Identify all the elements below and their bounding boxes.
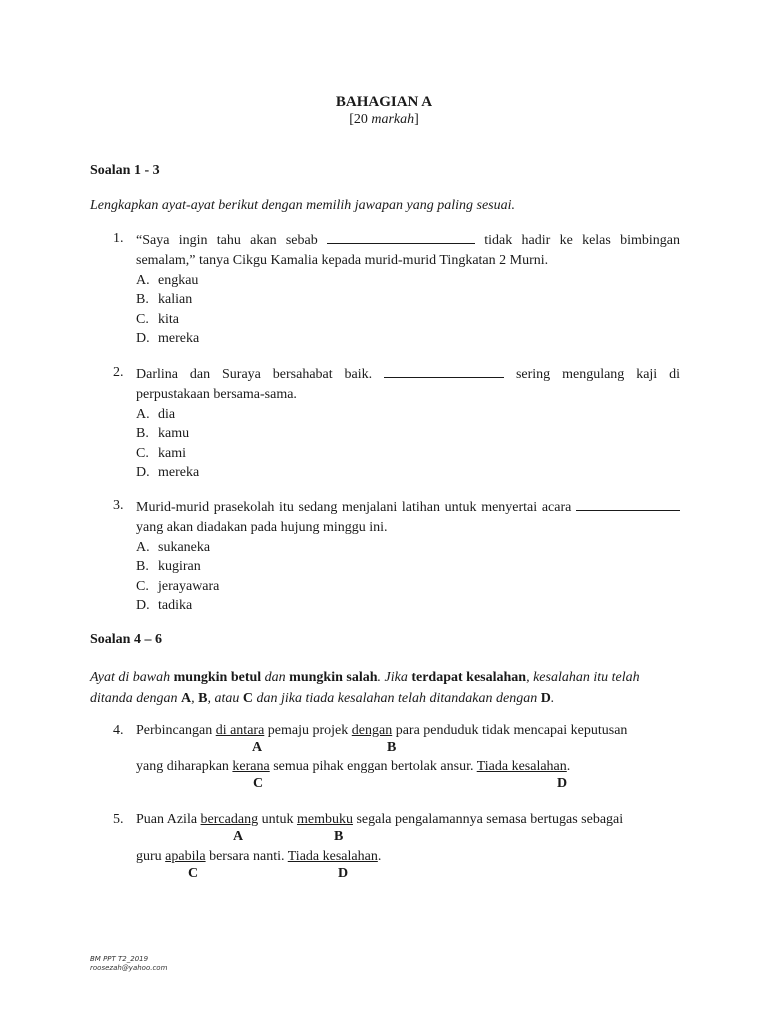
section-title: BAHAGIAN A xyxy=(335,94,433,110)
option-a: A. sukaneka xyxy=(136,540,211,555)
question-line-2: guru apabila bersara nanti. Tiada kesalahan. xyxy=(136,849,382,864)
option-d: D. mereka xyxy=(136,330,200,346)
underlined-segment-c: kerana xyxy=(232,759,270,774)
marks-prefix: [20 xyxy=(349,112,372,127)
question-text-after: sering mengulang kaji di perpustakaan bersama-sama. xyxy=(136,367,680,402)
question-3 xyxy=(90,498,680,615)
underlined-segment-a: di antara xyxy=(215,723,265,738)
option-c: C. kita xyxy=(136,311,179,327)
underlined-segment-d: Tiada kesalahan xyxy=(287,849,378,864)
question-2 xyxy=(90,365,680,482)
option-d: D. tadika xyxy=(136,597,193,613)
question-number: 1. xyxy=(113,231,124,246)
question-number: 2. xyxy=(113,365,124,380)
section2-heading: Soalan 4 – 6 xyxy=(90,632,162,647)
question-number: 4. xyxy=(113,723,124,738)
underlined-segment-b: dengan xyxy=(351,723,393,738)
footer-email: roosezah@yahoo.com xyxy=(90,964,168,972)
question-text xyxy=(136,365,680,405)
label-c: C xyxy=(253,776,264,791)
question-line-1: Puan Azila bercadang untuk membuku segala pengalamannya semasa bertugas sebagai xyxy=(136,812,624,827)
label-c: C xyxy=(188,866,199,881)
question-text xyxy=(136,231,680,271)
section1-heading: Soalan 1 - 3 xyxy=(90,163,160,178)
question-line-2: yang diharapkan kerana semua pihak enggan bertolak ansur. Tiada kesalahan. xyxy=(136,759,571,774)
underlined-segment-c: apabila xyxy=(165,849,206,864)
label-d: D xyxy=(557,776,568,791)
label-a: A xyxy=(252,740,263,755)
question-text-after: tidak hadir ke kelas bimbingan semalam,” tanya Cikgu Kamalia kepada murid-murid Tingkatan 2 Murni. xyxy=(136,233,681,268)
question-text xyxy=(136,498,680,538)
options-list xyxy=(136,405,680,482)
section2-instruction: Ayat di bawah mungkin betul dan mungkin salah. Jika terdapat kesalahan, kesalahan itu telah ditanda dengan A, B, atau C dan jika tiada kesalahan telah ditandakan dengan D. xyxy=(90,670,640,706)
option-b: B. kamu xyxy=(136,426,190,442)
question-line-1: Perbincangan di antara pemaju projek dengan para penduduk tidak mencapai keputusan xyxy=(136,723,628,738)
question-text-after: yang akan diadakan pada hujung minggu ini. xyxy=(136,520,388,535)
marks-word: markah xyxy=(371,112,415,127)
footer-code: BM PPT T2_2019 xyxy=(90,955,149,963)
option-a: A. dia xyxy=(136,407,176,422)
underlined-segment-b: membuku xyxy=(296,812,353,827)
question-number: 3. xyxy=(113,498,124,513)
label-b: B xyxy=(334,829,344,844)
underlined-segment-a: bercadang xyxy=(200,812,259,827)
options-list xyxy=(136,271,680,348)
marks-label xyxy=(0,112,768,128)
answer-blank xyxy=(384,365,504,378)
section1-instruction: Lengkapkan ayat-ayat berikut dengan memilih jawapan yang paling sesuai. xyxy=(90,198,515,213)
option-a: A. engkau xyxy=(136,273,199,288)
label-d: D xyxy=(338,866,349,881)
marks-suffix: ] xyxy=(414,112,419,127)
label-a: A xyxy=(233,829,244,844)
question-number: 5. xyxy=(113,812,124,827)
page-footer xyxy=(90,955,167,973)
options-list xyxy=(136,538,680,615)
question-text-before: Darlina dan Suraya bersahabat baik. xyxy=(136,367,373,382)
label-b: B xyxy=(387,740,397,755)
option-b: B. kugiran xyxy=(136,559,201,575)
question-text-before: Murid-murid prasekolah itu sedang menjalani latihan untuk menyertai acara xyxy=(136,500,572,515)
answer-blank xyxy=(576,498,680,511)
question-text-before: “Saya ingin tahu akan sebab xyxy=(136,233,318,248)
option-c: C. kami xyxy=(136,445,186,461)
option-c: C. jerayawara xyxy=(136,578,220,594)
option-d: D. mereka xyxy=(136,464,200,480)
answer-blank xyxy=(327,231,475,244)
underlined-segment-d: Tiada kesalahan xyxy=(476,759,567,774)
option-b: B. kalian xyxy=(136,292,193,308)
question-1 xyxy=(90,231,680,348)
